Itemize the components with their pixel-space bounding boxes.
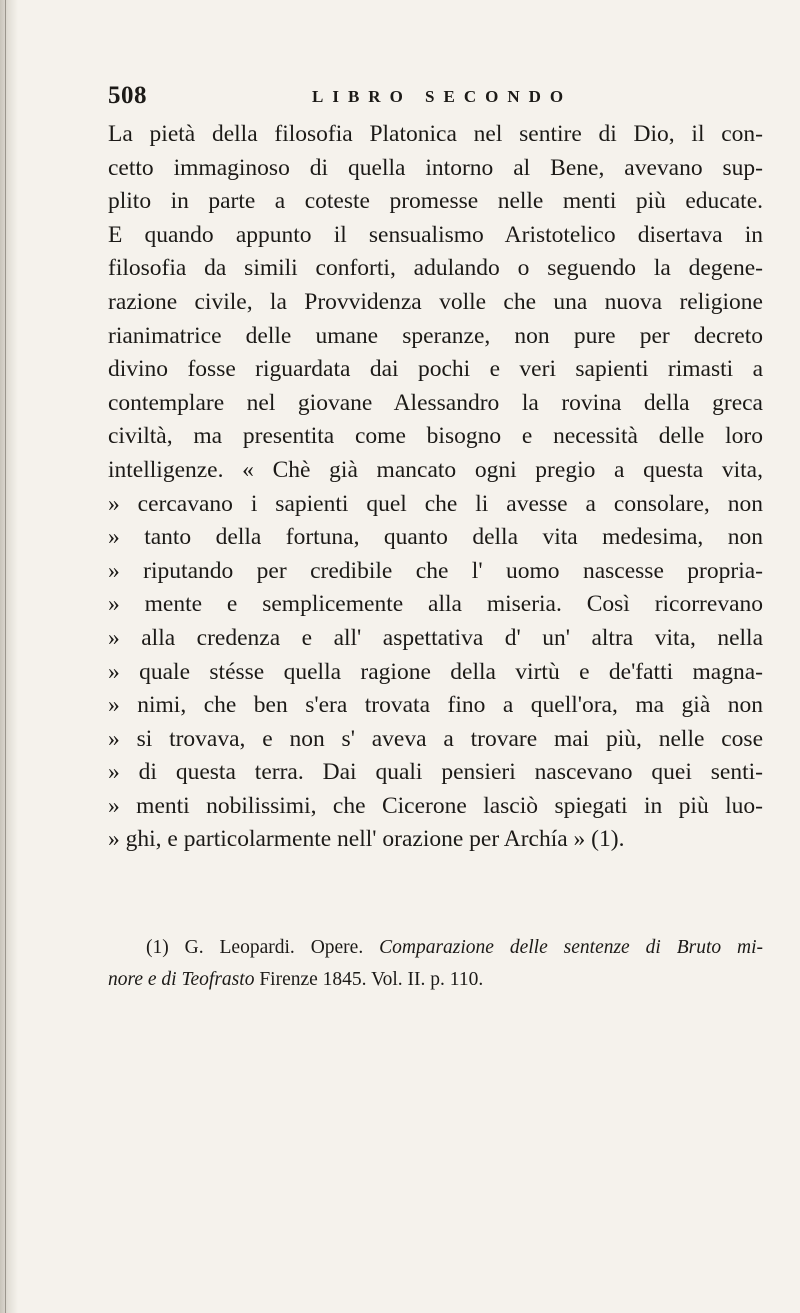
running-head: LIBRO SECONDO	[312, 87, 573, 106]
footnote-title-continued: nore e di Teofrasto	[108, 969, 255, 990]
text-line: La pietà della filosofia Platonica nel sentire di Dio, il con-	[108, 121, 763, 147]
quotation-line: » si trovava, e non s' aveva a trovare mai più, nelle cose	[108, 725, 763, 752]
quotation-line: » cercavano i sapienti quel che li avesse a consolare, non	[108, 490, 763, 517]
text-line: civiltà, ma presentita come bisogno e necessità delle loro	[108, 423, 763, 450]
quotation-line: » quale stésse quella ragione della virtù e de'fatti magna-	[108, 658, 763, 685]
show-through-text	[100, 860, 780, 1310]
text-line: filosofia da simili conforti, adulando o seguendo la degene-	[108, 255, 763, 282]
quotation-line: » riputando per credibile che l' uomo nascesse propria-	[108, 557, 763, 584]
body-text	[108, 118, 763, 857]
text-line: intelligenze. « Chè già mancato ogni pregio a questa vita,	[108, 456, 763, 483]
text-line: contemplare nel giovane Alessandro la rovina della greca	[108, 389, 763, 416]
footnote-title: Comparazione delle sentenze di Bruto mi-	[379, 937, 763, 958]
footnote-author: G. Leopardi.	[184, 937, 295, 958]
page-number: 508	[108, 82, 147, 109]
footnote-work: Opere.	[310, 937, 364, 958]
page-header	[108, 82, 763, 114]
page-binding-shadow	[0, 0, 18, 1313]
binding-edge-line	[5, 0, 6, 1313]
text-line: plito in parte a coteste promesse nelle menti più educate.	[108, 188, 763, 215]
footnote-marker: (1)	[146, 937, 169, 958]
quotation-line-last: » ghi, e particolarmente nell' orazione per Archía » (1).	[108, 826, 625, 853]
footnote-publication-details: Firenze 1845. Vol. II. p. 110.	[259, 969, 484, 990]
quotation-line: » mente e semplicemente alla miseria. Così ricorrevano	[108, 591, 763, 618]
text-line: razione civile, la Provvidenza volle che una nuova religione	[108, 288, 763, 315]
quotation-line: » tanto della fortuna, quanto della vita medesima, non	[108, 524, 763, 551]
text-line: cetto immaginoso di quella intorno al Bene, avevano sup-	[108, 154, 763, 181]
quotation-line: » di questa terra. Dai quali pensieri nascevano quei senti-	[108, 759, 763, 786]
text-line: divino fosse riguardata dai pochi e veri sapienti rimasti a	[108, 356, 763, 383]
text-line: rianimatrice delle umane speranze, non pure per decreto	[108, 322, 763, 349]
quotation-line: » nimi, che ben s'era trovata fino a quell'ora, ma già non	[108, 692, 763, 719]
text-line: E quando appunto il sensualismo Aristotelico disertava in	[108, 221, 763, 248]
quotation-line: » alla credenza e all' aspettativa d' un' altra vita, nella	[108, 624, 763, 651]
quotation-line: » menti nobilissimi, che Cicerone lasciò spiegati in più luo-	[108, 792, 763, 819]
